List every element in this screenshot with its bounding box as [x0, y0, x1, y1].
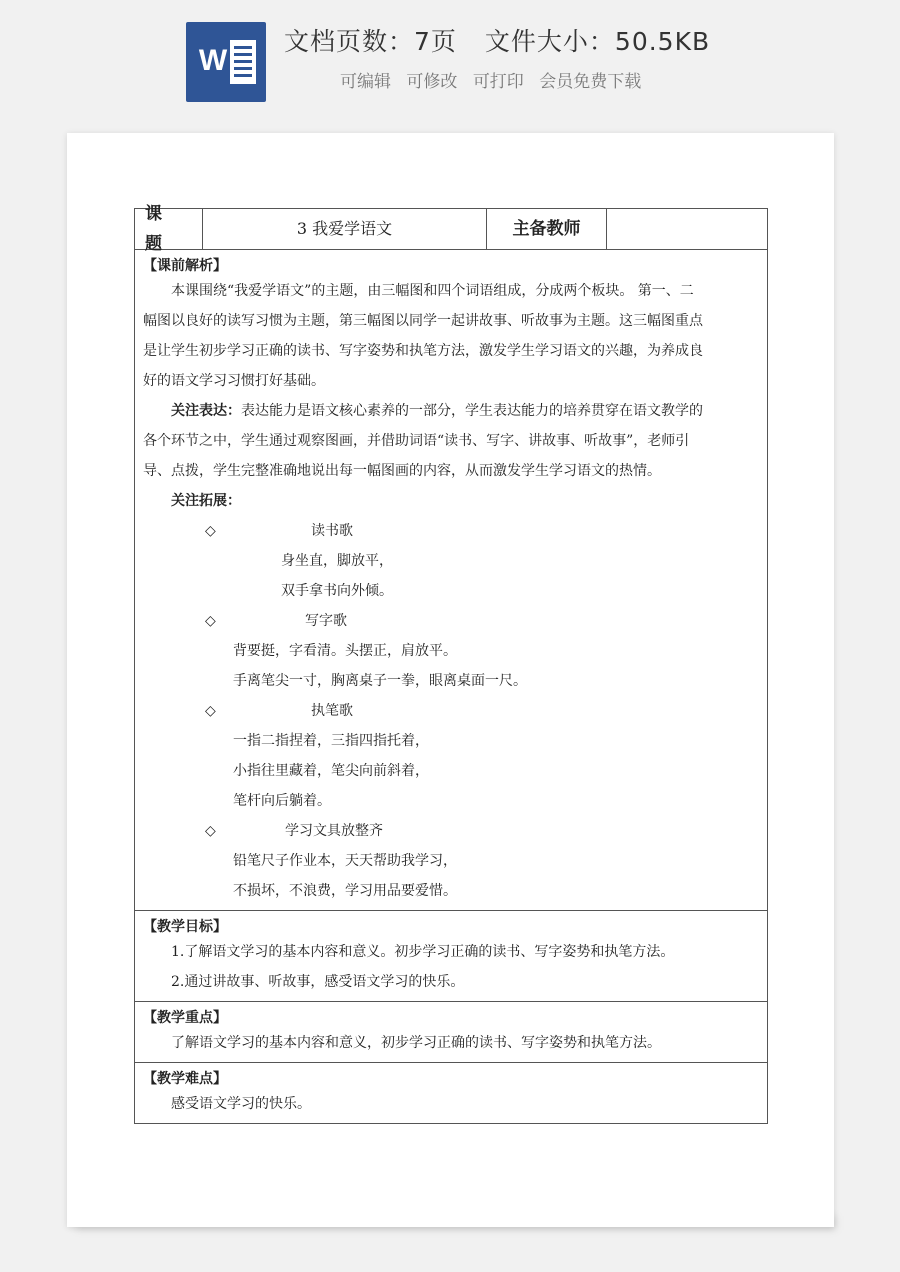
teaching-goals-section — [135, 911, 767, 1002]
word-document-icon: W — [186, 22, 266, 102]
difficulties-text: 感受语文学习的快乐。 — [171, 1096, 311, 1112]
key-points-section — [135, 1002, 767, 1063]
key-points-text: 了解语文学习的基本内容和意义，初步学习正确的读书、写字姿势和执笔方法。 — [171, 1035, 661, 1051]
goal-item: 1.了解语文学习的基本内容和意义。初步学习正确的读书、写字姿势和执笔方法。 — [171, 944, 675, 960]
analysis-line: 幅图以良好的读写习惯为主题，第三幅图以同学一起讲故事、听故事为主题。这三幅图重点 — [143, 313, 703, 329]
song-title: 读书歌 — [311, 523, 353, 539]
lesson-plan-table — [134, 204, 768, 1124]
key-points-title: 【教学重点】 — [143, 1010, 227, 1026]
song-line: 双手拿书向外倾。 — [281, 583, 393, 599]
song-title: 写字歌 — [305, 613, 347, 629]
download-banner — [0, 0, 900, 120]
feature-editable: 可编辑 — [340, 72, 391, 92]
feature-printable: 可打印 — [472, 72, 524, 92]
analysis-line: 是让学生初步学习正确的读书、写字姿势和执笔方法，激发学生学习语文的兴趣，为养成良 — [143, 343, 703, 359]
document-stats — [284, 22, 710, 58]
song-line: 手离笔尖一寸，胸离桌子一拳，眼离桌面一尺。 — [233, 673, 527, 689]
song-line: 身坐直，脚放平， — [281, 553, 393, 569]
file-size: 文件大小：50.5KB — [484, 27, 711, 56]
feature-member-download: 会员免费下载 — [539, 72, 642, 92]
diamond-bullet-icon: ◇ — [205, 703, 216, 719]
page-count: 文档页数：7页 — [284, 27, 457, 56]
focus-line: 各个环节之中，学生通过观察图画，并借助词语“读书、写字、讲故事、听故事”，老师引 — [143, 433, 690, 449]
focus-extension-label: 关注拓展： — [171, 493, 241, 509]
song-title-row — [143, 696, 759, 726]
goals-title: 【教学目标】 — [143, 919, 227, 935]
diamond-bullet-icon: ◇ — [205, 613, 216, 629]
goal-item: 2.通过讲故事、听故事，感受语文学习的快乐。 — [171, 974, 465, 990]
diamond-bullet-icon: ◇ — [205, 523, 216, 539]
song-line: 笔杆向后躺着。 — [233, 793, 331, 809]
topic-label: 课 题 — [135, 209, 203, 249]
focus-expression-label: 关注表达： — [171, 403, 241, 419]
pre-lesson-analysis-section — [135, 250, 767, 911]
focus-line: 表达能力是语文核心素养的一部分，学生表达能力的培养贯穿在语文教学的 — [241, 403, 703, 419]
song-line: 一指二指捏着，三指四指托着， — [233, 733, 429, 749]
song-title-row — [143, 606, 759, 636]
teacher-value — [607, 209, 767, 249]
focus-expression-paragraph — [143, 396, 759, 426]
song-title: 学习文具放整齐 — [285, 823, 383, 839]
feature-modifiable: 可修改 — [406, 72, 458, 92]
song-title-row — [143, 816, 759, 846]
analysis-line: 本课围绕“我爱学语文”的主题，由三幅图和四个词语组成，分成两个板块。 第一、二 — [171, 283, 694, 299]
diamond-bullet-icon: ◇ — [205, 823, 216, 839]
song-title-row — [143, 516, 759, 546]
analysis-title: 【课前解析】 — [143, 258, 227, 274]
song-title: 执笔歌 — [311, 703, 353, 719]
difficulties-title: 【教学难点】 — [143, 1071, 227, 1087]
song-line: 铅笔尺子作业本，天天帮助我学习， — [233, 853, 457, 869]
focus-line: 导、点拨，学生完整准确地说出每一幅图画的内容，从而激发学生学习语文的热情。 — [143, 463, 661, 479]
analysis-line: 好的语文学习习惯打好基础。 — [143, 373, 325, 389]
song-line: 不损坏，不浪费，学习用品要爱惜。 — [233, 883, 457, 899]
topic-value: 3 我爱学语文 — [203, 209, 487, 249]
teacher-label: 主备教师 — [487, 209, 607, 249]
feature-list — [340, 67, 651, 92]
difficulties-section — [135, 1063, 767, 1123]
table-header-row — [135, 204, 767, 254]
song-line: 小指往里藏着，笔尖向前斜着， — [233, 763, 429, 779]
song-line: 背要挺，字看清。头摆正，肩放平。 — [233, 643, 457, 659]
